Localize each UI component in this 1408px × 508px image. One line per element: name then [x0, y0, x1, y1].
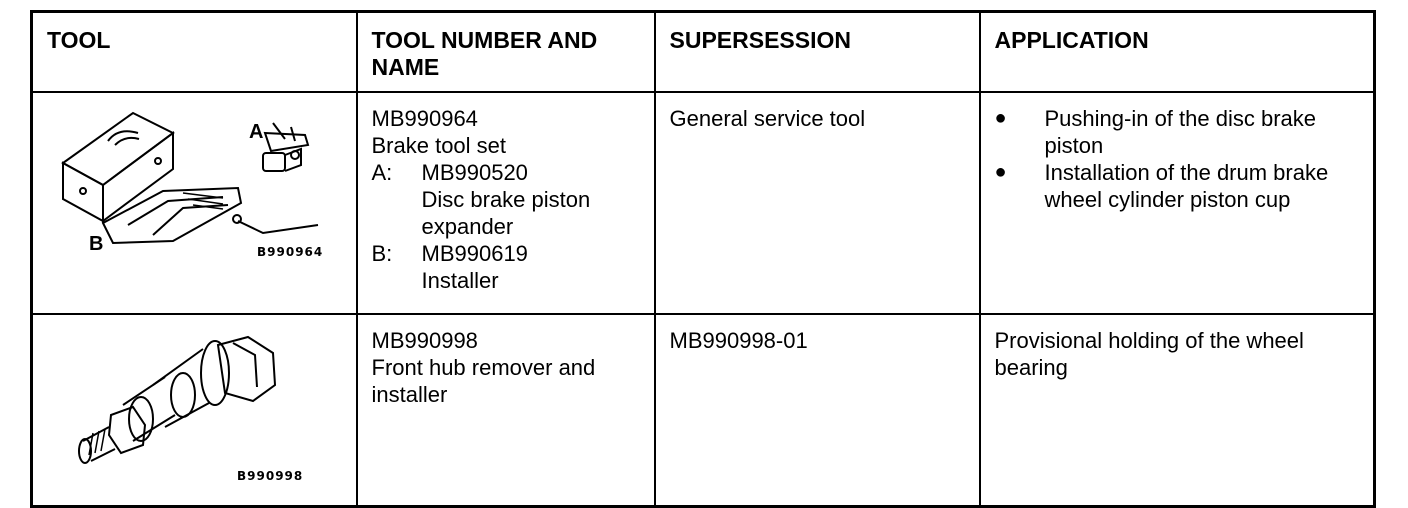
bullet-icon: ●: [994, 161, 1007, 183]
tool-number-cell: [357, 92, 655, 314]
application-list: [995, 105, 1360, 213]
table-row: [32, 314, 1375, 507]
tool-image-cell: [32, 92, 357, 314]
header-tool: TOOL: [32, 12, 357, 93]
supersession-cell: General service tool: [655, 92, 980, 314]
tool-image-code: B990964: [257, 245, 324, 259]
header-supersession: SUPERSESSION: [655, 12, 980, 93]
part-number: MB990520: [421, 160, 528, 185]
list-item: ● Pushing-in of the disc brake piston: [994, 106, 1316, 158]
supersession-cell: MB990998-01: [655, 314, 980, 507]
part-item: [372, 159, 640, 240]
header-application: APPLICATION: [980, 12, 1375, 93]
header-tool-number: TOOL NUMBER AND NAME: [357, 12, 655, 93]
tool-letter-b: B: [89, 233, 104, 255]
part-letter: A:: [371, 160, 393, 185]
tool-number: MB990964: [371, 106, 478, 131]
tool-image-code: B990998: [237, 469, 304, 483]
tool-letter-a: A: [249, 121, 264, 143]
table-row: [32, 92, 1375, 314]
header-row: [32, 12, 1375, 93]
part-name: Disc brake piston expander: [421, 187, 591, 239]
special-tools-table: [30, 10, 1376, 508]
part-item: [372, 240, 640, 294]
part-number: MB990619: [421, 241, 528, 266]
hub-remover-bolt-icon: [33, 315, 358, 495]
part-name: Installer: [421, 268, 499, 293]
tool-name: Brake tool set: [371, 133, 507, 158]
bullet-icon: ●: [994, 107, 1007, 129]
list-item: ● Installation of the drum brake wheel cylinder piston cup: [994, 160, 1329, 212]
part-letter: B:: [371, 241, 393, 266]
tool-number: MB990998: [371, 328, 478, 353]
application-cell: Provisional holding of the wheel bearing: [980, 314, 1375, 507]
tool-name: Front hub remover and installer: [371, 355, 596, 407]
tool-image-cell: [32, 314, 357, 507]
brake-tool-set-icon: [33, 93, 358, 305]
application-cell: [980, 92, 1375, 314]
tool-number-cell: [357, 314, 655, 507]
